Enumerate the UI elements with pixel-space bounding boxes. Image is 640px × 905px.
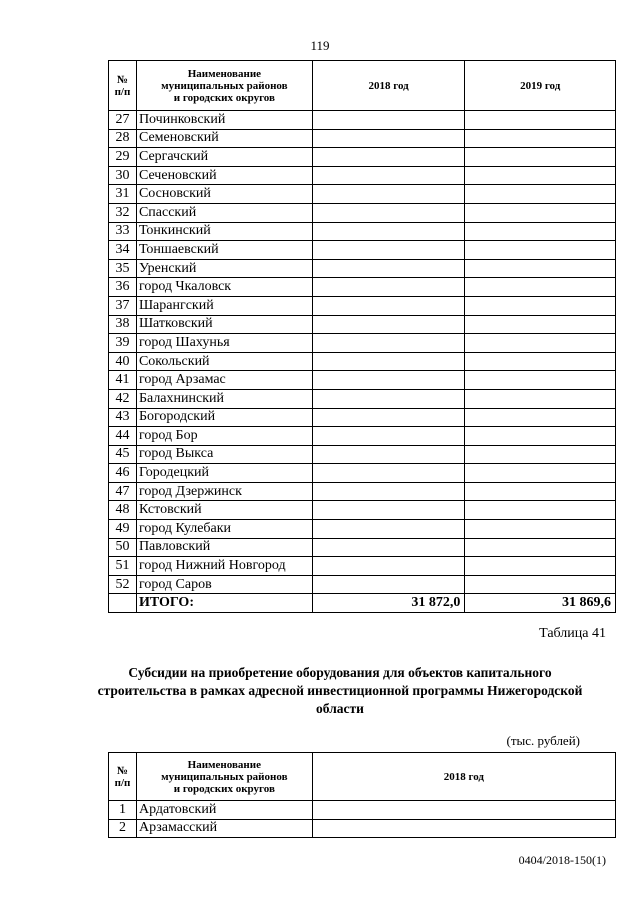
district-name: город Саров	[136, 575, 312, 594]
value-cell	[312, 501, 465, 520]
row-number: 45	[109, 445, 137, 464]
value-cell	[312, 520, 465, 539]
table-row	[109, 129, 616, 148]
row-number: 31	[109, 185, 137, 204]
value-cell	[465, 203, 616, 222]
equipment-subsidy-table	[108, 752, 616, 838]
value-cell	[465, 222, 616, 241]
district-name: Уренский	[136, 259, 312, 278]
value-cell	[465, 352, 616, 371]
value-cell	[465, 259, 616, 278]
value-cell	[465, 371, 616, 390]
value-cell	[312, 408, 465, 427]
row-number: 44	[109, 427, 137, 446]
district-name: Починковский	[136, 111, 312, 130]
table-row	[109, 520, 616, 539]
value-cell	[465, 241, 616, 260]
table-row	[109, 801, 616, 820]
value-cell	[312, 482, 465, 501]
row-number: 47	[109, 482, 137, 501]
value-cell	[312, 111, 465, 130]
value-cell	[312, 819, 615, 838]
district-name: Шарангский	[136, 296, 312, 315]
units-label: (тыс. рублей)	[506, 733, 580, 748]
table-row	[109, 334, 616, 353]
table-header-row	[109, 61, 616, 111]
page-number: 119	[310, 38, 330, 53]
document-code: 0404/2018-150(1)	[518, 853, 606, 867]
value-cell	[312, 166, 465, 185]
col-header-2019: 2019 год	[465, 61, 616, 111]
table-row	[109, 296, 616, 315]
table-row	[109, 352, 616, 371]
district-name: Богородский	[136, 408, 312, 427]
district-name: Кстовский	[136, 501, 312, 520]
row-number: 30	[109, 166, 137, 185]
district-name: Сергачский	[136, 148, 312, 167]
value-cell	[465, 148, 616, 167]
row-number: 52	[109, 575, 137, 594]
table-row	[109, 111, 616, 130]
table-row	[109, 408, 616, 427]
value-cell	[312, 278, 465, 297]
col-header-2018: 2018 год	[312, 61, 465, 111]
value-cell	[312, 315, 465, 334]
table-header-row	[109, 753, 616, 801]
row-number: 36	[109, 278, 137, 297]
row-number: 46	[109, 464, 137, 483]
district-name: город Кулебаки	[136, 520, 312, 539]
row-number: 33	[109, 222, 137, 241]
row-number: 29	[109, 148, 137, 167]
value-cell	[312, 296, 465, 315]
row-number: 43	[109, 408, 137, 427]
value-cell	[465, 445, 616, 464]
total-2019: 31 869,6	[465, 594, 616, 613]
district-name: Сеченовский	[136, 166, 312, 185]
row-number: 34	[109, 241, 137, 260]
value-cell	[312, 389, 465, 408]
value-cell	[465, 129, 616, 148]
row-number: 35	[109, 259, 137, 278]
district-name: Семеновский	[136, 129, 312, 148]
row-number: 38	[109, 315, 137, 334]
value-cell	[312, 427, 465, 446]
value-cell	[312, 464, 465, 483]
table-row	[109, 575, 616, 594]
district-name: город Выкса	[136, 445, 312, 464]
value-cell	[465, 408, 616, 427]
table-row	[109, 148, 616, 167]
value-cell	[312, 557, 465, 576]
table-row	[109, 538, 616, 557]
total-num-cell	[109, 594, 137, 613]
table-row	[109, 482, 616, 501]
value-cell	[465, 111, 616, 130]
district-name: Шатковский	[136, 315, 312, 334]
table-title: Субсидии на приобретение оборудования для объектов капитального строительства в рамках адресной инвестиционной программы Нижегородской области	[97, 665, 583, 716]
table-row	[109, 278, 616, 297]
value-cell	[465, 464, 616, 483]
value-cell	[465, 501, 616, 520]
row-number: 1	[109, 801, 137, 820]
table-row	[109, 166, 616, 185]
col-header-name: Наименование муниципальных районов и городских округов	[136, 753, 312, 801]
table-row	[109, 185, 616, 204]
district-name: Сокольский	[136, 352, 312, 371]
value-cell	[465, 575, 616, 594]
table-row	[109, 315, 616, 334]
total-label: ИТОГО:	[136, 594, 312, 613]
value-cell	[312, 445, 465, 464]
value-cell	[465, 315, 616, 334]
row-number: 28	[109, 129, 137, 148]
district-name: Городецкий	[136, 464, 312, 483]
row-number: 40	[109, 352, 137, 371]
district-name: Павловский	[136, 538, 312, 557]
table-row	[109, 557, 616, 576]
value-cell	[465, 482, 616, 501]
value-cell	[312, 352, 465, 371]
value-cell	[465, 185, 616, 204]
table-row	[109, 427, 616, 446]
col-header-2018: 2018 год	[312, 753, 615, 801]
district-name: Тоншаевский	[136, 241, 312, 260]
table-row	[109, 371, 616, 390]
value-cell	[312, 801, 615, 820]
district-name: город Нижний Новгород	[136, 557, 312, 576]
row-number: 2	[109, 819, 137, 838]
value-cell	[312, 129, 465, 148]
district-name: Спасский	[136, 203, 312, 222]
total-2018: 31 872,0	[312, 594, 465, 613]
table-row	[109, 241, 616, 260]
district-name: Арзамасский	[136, 819, 312, 838]
row-number: 39	[109, 334, 137, 353]
value-cell	[312, 371, 465, 390]
value-cell	[312, 538, 465, 557]
table-row	[109, 819, 616, 838]
value-cell	[465, 296, 616, 315]
table-row	[109, 389, 616, 408]
value-cell	[465, 334, 616, 353]
value-cell	[312, 575, 465, 594]
table-row	[109, 445, 616, 464]
value-cell	[312, 222, 465, 241]
district-name: город Дзержинск	[136, 482, 312, 501]
value-cell	[465, 427, 616, 446]
row-number: 32	[109, 203, 137, 222]
district-name: город Бор	[136, 427, 312, 446]
row-number: 50	[109, 538, 137, 557]
value-cell	[465, 166, 616, 185]
value-cell	[465, 520, 616, 539]
value-cell	[465, 538, 616, 557]
value-cell	[465, 389, 616, 408]
district-name: город Чкаловск	[136, 278, 312, 297]
value-cell	[312, 148, 465, 167]
row-number: 48	[109, 501, 137, 520]
row-number: 37	[109, 296, 137, 315]
table-number-label: Таблица 41	[539, 626, 606, 641]
value-cell	[465, 557, 616, 576]
row-number: 51	[109, 557, 137, 576]
col-header-number: № п/п	[109, 753, 137, 801]
table-row	[109, 203, 616, 222]
value-cell	[465, 278, 616, 297]
col-header-name: Наименование муниципальных районов и городских округов	[136, 61, 312, 111]
table-row	[109, 464, 616, 483]
value-cell	[312, 203, 465, 222]
value-cell	[312, 185, 465, 204]
row-number: 27	[109, 111, 137, 130]
district-name: Ардатовский	[136, 801, 312, 820]
district-name: Сосновский	[136, 185, 312, 204]
table-row	[109, 259, 616, 278]
district-name: Балахнинский	[136, 389, 312, 408]
col-header-number: № п/п	[109, 61, 137, 111]
row-number: 42	[109, 389, 137, 408]
value-cell	[312, 334, 465, 353]
row-number: 41	[109, 371, 137, 390]
table-row	[109, 222, 616, 241]
subsidy-table-continued	[108, 60, 616, 613]
value-cell	[312, 241, 465, 260]
district-name: Тонкинский	[136, 222, 312, 241]
district-name: город Шахунья	[136, 334, 312, 353]
total-row	[109, 594, 616, 613]
table-row	[109, 501, 616, 520]
district-name: город Арзамас	[136, 371, 312, 390]
row-number: 49	[109, 520, 137, 539]
value-cell	[312, 259, 465, 278]
